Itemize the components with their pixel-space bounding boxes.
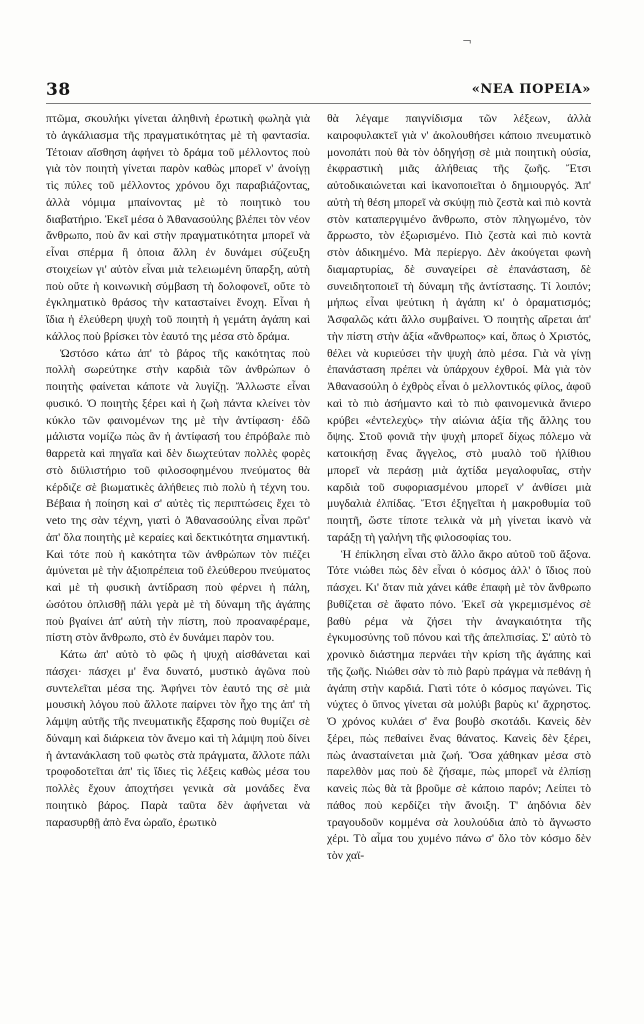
page-number: 38 <box>46 80 71 100</box>
page-header <box>46 80 591 102</box>
paragraph: πτῶμα, σκουλήκι γίνεται ἀληθινὴ ἐρωτικὴ φωληὰ γιὰ τὸ ἀγκάλιασμα τῆς πραγματικότητας μὲ τὴ φαντασία. Τέτοιαν αἴσθηση ἀφήνει τὸ δράμα τοῦ μέλλοντος ποὺ γιὰ τὸν ποιητὴ γίνεται παρὸν καθὼς μπορεῖ ν' ἀνοίγῃ τὶς πύλες τοῦ μέλλοντος χρόνου ὄχι παραβιάζοντας, ἀλλὰ νόμιμα μπαίνοντας μὲ τὸ ποιητικὸ του διαβατήριο. Ἐκεῖ μέσα ὁ Ἀθανασούλης βλέπει τὸν νέον ἄνθρωπο, ποὺ ἂν καὶ στὴν πραγματικότητα μπορεῖ νὰ εἶναι σπέρμα ἢ ὁποια ἄλλη ἐν δυνάμει σύζευξη στοιχείων γι' αὐτὸν εἶναι μιὰ τελειωμένη ὕπαρξη, αὐτὴ ποὺ οὔτε ἡ κοινωνικὴ σύμβαση τὴ δολοφονεῖ, οὔτε τὸ ἐγκληματικὸ θράσος τὴν καταστaίνει ἔνοχη. Εἶναι ἡ ἴδια ἡ ἐλεύθερη ψυχὴ τοῦ ποιητὴ ἡ γεμάτη ἀγάπη καὶ κάλλος ποὺ βρίσκει τὸν ἑαυτό της μέσα στὸ δράμα. <box>46 111 310 343</box>
paragraph: Ὡστόσο κάτω ἀπ' τὸ βάρος τῆς κακότητας ποὺ πολλὴ σωρεύτηκε στὴν καρδιὰ τῶν ἀνθρώπων ὁ ποιητὴς φαίνεται κάποτε νὰ λυγίζῃ. Ἄλλωστε εἶναι φυσικό. Ὁ ποιητὴς ξέρει καὶ ἡ ζωὴ πάντα κλείνει τὸν κύκλο τῶν φαινομένων της μὲ τὴν ἀντίφαση· ἐδῶ μάλιστα νομίζω πὼς ἂν ἡ ἀντίφασή του ἐπρόβαλε πιὸ θαρρετὰ καὶ πηγαῖα καὶ δὲν διωχτεύταν πολλὲς φορὲς στὸ διϋλιστήριο τοῦ φιλοσοφημένου πνεύματος θὰ κέρδιζε σὲ βιωματικὲς ἀλήθειες πιὸ πολὺ ἡ τέχνη του. Βέβαια ἡ ποίηση καὶ σ' αὐτὲς τὶς περιπτώσεις ἔχει τὸ veto της σὰν τέχνη, γιατὶ ὁ Ἀθανασούλης εἶναι πρῶτ' ἀπ' ὅλα ποιητὴς μὲ κεραίες καὶ δεκτικότητα σημαντική. Καὶ τότε ποὺ ἡ κακότητα τῶν ἀνθρώπων τὸν πιέζει ἀμύνεται μὲ τὴν ἀξιοπρέπεια τοῦ ἐλεύθερου πνεύματος καὶ μὲ τὴ φυσικὴ ἀντίδραση ποὺ φέρνει ἡ πάλη, ὡσότου ὁπλισθῇ πάλι γερὰ μὲ τὴ δύναμη τῆς ἀγάπης ποὺ βγαίνει ἀπ' αὐτὴ τὴν πίστη, ποὺ προαναφέραμε, πίστη στὸν ἄνθρωπο, στὸ ἐν δυνάμει παρὸν του. <box>46 345 310 645</box>
paragraph: Ἡ ἐπίκληση εἶναι στὸ ἄλλο ἄκρο αὐτοῦ τοῦ ἄξονα. Τότε νιώθει πὼς δὲν εἶναι ὁ κόσμος ἀλλ' ὁ ἴδιος ποὺ πάσχει. Κι' ὅταν πιὰ χάνει κάθε ἐπαφὴ μὲ τὸν ἄνθρωπο βυθίζεται σὲ ἄφατο πόνο. Ἐκεῖ σὰ γκρεμισμένος σὲ βαθὺ ρέμα νὰ ζήσει τὴν ἀναγκαιότητα τῆς ἐγκυμοσύνης τοῦ πόνου καὶ τῆς ἀπελπισίας. Σ' αὐτὸ τὸ χρονικὸ διάστημα περνάει τὴν κρίση τῆς ἀγάπης καὶ τῆς ζωῆς. Νιώθει σὰν τὸ πιὸ βαρὺ πράγμα νὰ πεθάνῃ ἡ ἀγάπη στὴν καρδιά. Γιατὶ τότε ὁ κόσμος παγώνει. Τὶς νύχτες ὁ ὕπνος γίνεται σὰ μολύβι βαρὺς κι' ἄχρηστος. Ὁ χρόνος κυλάει σ' ἕνα βουβὸ σκοτάδι. Κανεὶς δὲν ξέρει, πὼς πεθαίνει ἕνας θάνατος. Κανεὶς δὲν ξέρει, πὼς ἀνασταίνεται μιὰ ζωή. Ὅσα χάθηκαν μέσα στὸ παρελθὸν μας ποὺ δὲ ζήσαμε, πὼς μπορεῖ νὰ ἐλπίσῃ κανεὶς πὼς θὰ τὰ βροῦμε σὲ κάποιο παρόν; Λείπει τὸ πάθος ποὺ κερδίζει τὴν ἄνοιξη. Τ' ἀηδόνια δὲν τραγουδοῦν κομμένα σὰ λουλούδια ἀπὸ τὸ ἄγνωστο χέρι. Τὸ αἷμα του χυμένο πάνω σ' ὅλο τὸν κόσμο δὲν τὸν χαϊ- <box>327 546 591 862</box>
left-column <box>46 110 310 830</box>
right-column <box>327 110 591 864</box>
running-head: «ΝΕΑ ΠΟΡΕΙΑ» <box>471 82 591 97</box>
paragraph: Κάτω ἀπ' αὐτὸ τὸ φῶς ἡ ψυχὴ αἰσθάνεται καὶ πάσχει· πάσχει μ' ἕνα δυνατό, μυστικὸ ἀγῶνα ποὺ συντελεῖται μέσα της. Ἀφήνει τὸν ἑαυτό της σὲ μιὰ μουσικὴ λόγου ποὺ ἄλλοτε παίρνει τὸν ἦχο της ἀπ' τὴ λάμψη αὐτῆς τῆς πνευματικῆς ἔξαρσης ποὺ θυμίζει σὲ δύναμη καὶ διάρκεια τὸν ἄνεμο καὶ τὴ λάμψη ποὺ δίνει ἡ ἀντανάκλαση τοῦ φωτὸς στὰ πράγματα, ἄλλοτε πάλι τροφοδοτεῖται ἀπ' τὶς ἴδιες τὶς λέξεις καθὼς μέσα του πολλὲς ἔχουν ἀποχτήσει γενικὰ σὰ μονάδες ἕνα ποιητικὸ βάρος. Παρὰ ταῦτα δὲν ἀφήνεται νὰ παρασυρθῇ ἀπὸ ἕνα ὡραῖο, ἐρωτικὸ <box>46 647 310 829</box>
corner-mark: ¬ <box>462 34 473 48</box>
header-rule <box>46 103 591 104</box>
paragraph: θὰ λέγαμε παιγνίδισμα τῶν λέξεων, ἀλλὰ καιροφυλακτεῖ γιὰ ν' ἀκολουθήσει κάποιο πνευματικὸ μονοπάτι ποὺ θὰ τὸν ὁδηγήσῃ σὲ μιὰ ποιητικὴ οὐσία, ἐκφραστικὴ μιᾶς ἀλήθειας τῆς ζωῆς. Ἔτσι αὐτοδικαιώνεται καὶ ἱκανοποιεῖται ὁ δημιουργός. Ἀπ' αὐτὴ τὴ θέση μπορεῖ νὰ σκύψῃ πιὸ ζεστὰ καὶ πιὸ κοντὰ στὸν καταπεργιμένο ἄνθρωπο, στὸν πληγωμένο, τὸν ἄρρωστο, τὸν ἐξωρισμένο. Πιὸ ζεστὰ καὶ πιὸ κοντὰ στὸν ἀδικημένο. Μὰ περίεργο. Δὲν ἀκούγεται φωνὴ διαμαρτυρίας, δὲ συναγείρει σὲ ἐπανάσταση, δὲ συνειδητοποιεῖ τὴ δύναμη τῆς ἀντίστασης. Τί λοιπόν; μήπως εἶναι ψεύτικη ἡ ἀγάπη κι' ὁ ὁραματισμός; Ἀσφαλῶς κάτι ἄλλο συμβαίνει. Ὁ ποιητὴς αἴρεται ἀπ' τὴν πίστη στὴν ἀξία «ἄνθρωπος» καί, ὅπως ὁ Χριστός, θέλει νὰ κυριεύσει τὴν ψυχὴ ἀπὸ μέσα. Γιὰ νὰ γίνῃ ἐπανάσταση πρέπει νὰ ὑπάρχουν ἐχθροί. Μὰ γιὰ τὸν Ἀθανασούλη ὁ ἐχθρὸς εἶναι ὁ μελλοντικός φίλος, ἀφοῦ καὶ τὸ πιὸ ἀσήμαντο καὶ τὸ πιὸ φαινομενικὰ ἄνιερο κρύβει «ἐντελεχὺς» τὴν αἰώνια ἀξία τῆς ἄλλης του ὄψης. Στοῦ φονιᾶ τὴν ψυχὴ μπορεῖ δίχως πόλεμο νὰ κατοικήσῃ ἕνας ἄγγελος, στὸ μυαλὸ τοῦ ἠλίθιου μπορεῖ νὰ περάσῃ μιὰ ἀχτίδα μεγαλοφυΐας, στὴν καρδιὰ τοῦ συφοριασμένου μπορεῖ ν' ἀνθίσει μιὰ μυγδαλιὰ ἐλπίδας. Ἔτσι ἐξηγεῖται ἡ μακροθυμία τοῦ ποιητῆ, ὥστε τίποτε τελικὰ νὰ μὴ γίνεται ἱκανὸ νὰ ταράξῃ τὴ γαλήνη τῆς φιλοσοφίας του. <box>327 111 591 544</box>
